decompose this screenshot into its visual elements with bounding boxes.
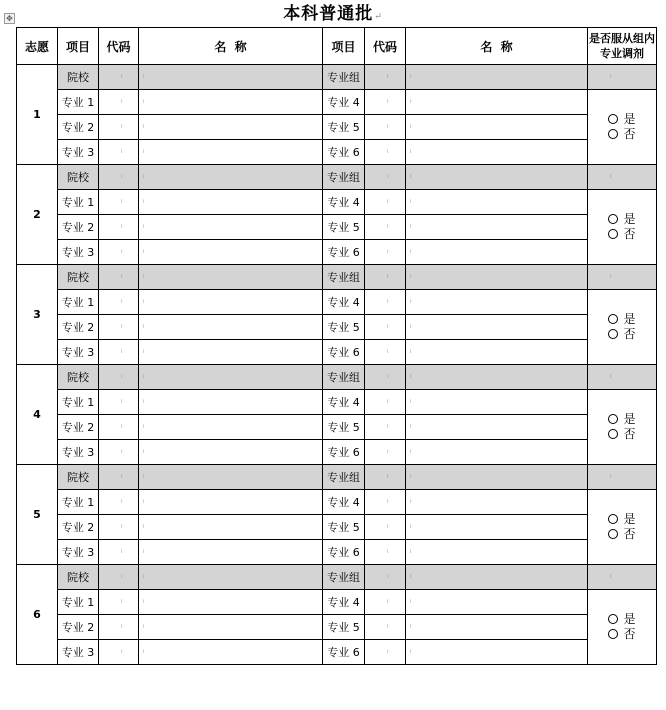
radio-circle-icon [608, 114, 618, 124]
code-input[interactable] [99, 640, 139, 665]
code-input[interactable] [99, 265, 139, 290]
adjust-yes-label: 是 [623, 112, 636, 126]
volunteer-major-row [17, 315, 657, 340]
name-input[interactable] [406, 90, 588, 115]
row-label-group: 专业组 [323, 465, 365, 490]
volunteer-number: 5 [17, 465, 58, 565]
code-input[interactable] [365, 615, 406, 640]
code-input[interactable] [99, 165, 139, 190]
row-label-group: 专业组 [323, 365, 365, 390]
row-label-major3: 专业 3 [58, 240, 99, 265]
name-input[interactable] [139, 490, 323, 515]
adjust-no-label: 否 [623, 627, 636, 641]
volunteer-school-row [17, 265, 657, 290]
code-input[interactable] [365, 490, 406, 515]
row-label-major1: 专业 1 [58, 490, 99, 515]
row-label-group: 专业组 [323, 565, 365, 590]
row-label-major4: 专业 4 [323, 390, 365, 415]
radio-circle-icon [608, 214, 618, 224]
code-input[interactable] [365, 265, 406, 290]
code-input[interactable] [99, 140, 139, 165]
adjust-yes-radio[interactable] [588, 212, 656, 227]
adjust-yes-label: 是 [623, 512, 636, 526]
name-input[interactable] [139, 390, 323, 415]
name-input[interactable] [139, 540, 323, 565]
header-name-2: 名 称 [406, 28, 588, 65]
code-input[interactable] [365, 90, 406, 115]
code-input[interactable] [99, 415, 139, 440]
volunteer-major-row [17, 640, 657, 665]
volunteer-major-row [17, 540, 657, 565]
name-input[interactable] [406, 365, 588, 390]
name-input[interactable] [406, 590, 588, 615]
row-label-major4: 专业 4 [323, 90, 365, 115]
row-label-school: 院校 [58, 365, 99, 390]
name-input[interactable] [139, 440, 323, 465]
code-input[interactable] [99, 615, 139, 640]
adjust-yes-radio[interactable] [588, 312, 656, 327]
code-input[interactable] [99, 465, 139, 490]
header-volunteer: 志愿 [17, 28, 58, 65]
code-input[interactable] [365, 515, 406, 540]
row-label-major2: 专业 2 [58, 215, 99, 240]
adjust-no-radio[interactable] [588, 427, 656, 442]
adjust-yes-label: 是 [623, 312, 636, 326]
adjust-yes-label: 是 [623, 412, 636, 426]
row-label-major3: 专业 3 [58, 440, 99, 465]
adjust-no-radio[interactable] [588, 527, 656, 542]
name-input[interactable] [139, 140, 323, 165]
radio-circle-icon [608, 529, 618, 539]
code-input[interactable] [99, 515, 139, 540]
volunteer-number: 2 [17, 165, 58, 265]
row-label-major5: 专业 5 [323, 415, 365, 440]
code-input[interactable] [99, 115, 139, 140]
name-input[interactable] [139, 115, 323, 140]
row-label-school: 院校 [58, 65, 99, 90]
adjust-header-cell [588, 565, 657, 590]
volunteer-major-row [17, 615, 657, 640]
code-input[interactable] [365, 565, 406, 590]
code-input[interactable] [99, 390, 139, 415]
row-label-major3: 专业 3 [58, 540, 99, 565]
adjust-choice [588, 190, 657, 265]
volunteer-form-table [16, 27, 657, 665]
name-input[interactable] [406, 515, 588, 540]
code-input[interactable] [365, 240, 406, 265]
name-input[interactable] [406, 465, 588, 490]
code-input[interactable] [99, 290, 139, 315]
table-move-handle-icon[interactable]: ✥ [4, 13, 15, 24]
adjust-no-label: 否 [623, 427, 636, 441]
volunteer-number: 1 [17, 65, 58, 165]
name-input[interactable] [139, 65, 323, 90]
adjust-yes-label: 是 [623, 612, 636, 626]
adjust-header-cell [588, 365, 657, 390]
row-label-major2: 专业 2 [58, 115, 99, 140]
header-name: 名 称 [139, 28, 323, 65]
adjust-yes-radio[interactable] [588, 112, 656, 127]
form-body [17, 65, 657, 665]
name-input[interactable] [139, 315, 323, 340]
volunteer-major-row [17, 515, 657, 540]
volunteer-major-row [17, 415, 657, 440]
code-input[interactable] [99, 340, 139, 365]
code-input[interactable] [365, 65, 406, 90]
adjust-choice [588, 590, 657, 665]
name-input[interactable] [139, 290, 323, 315]
name-input[interactable] [406, 190, 588, 215]
code-input[interactable] [99, 440, 139, 465]
code-input[interactable] [365, 190, 406, 215]
volunteer-number: 3 [17, 265, 58, 365]
name-input[interactable] [139, 215, 323, 240]
adjust-header-cell [588, 265, 657, 290]
adjust-no-radio[interactable] [588, 127, 656, 142]
adjust-yes-label: 是 [623, 212, 636, 226]
name-input[interactable] [139, 265, 323, 290]
row-label-major6: 专业 6 [323, 140, 365, 165]
adjust-no-label: 否 [623, 127, 636, 141]
header-item: 项目 [58, 28, 99, 65]
adjust-header-cell [588, 65, 657, 90]
name-input[interactable] [406, 440, 588, 465]
radio-circle-icon [608, 329, 618, 339]
volunteer-major-row [17, 340, 657, 365]
adjust-choice [588, 90, 657, 165]
radio-circle-icon [608, 614, 618, 624]
name-input[interactable] [139, 240, 323, 265]
code-input[interactable] [99, 490, 139, 515]
row-label-major2: 专业 2 [58, 415, 99, 440]
row-label-major1: 专业 1 [58, 390, 99, 415]
name-input[interactable] [139, 90, 323, 115]
volunteer-major-row [17, 140, 657, 165]
name-input[interactable] [406, 240, 588, 265]
name-input[interactable] [406, 540, 588, 565]
radio-circle-icon [608, 229, 618, 239]
code-input[interactable] [99, 65, 139, 90]
code-input[interactable] [365, 215, 406, 240]
adjust-yes-radio[interactable] [588, 612, 656, 627]
row-label-major3: 专业 3 [58, 140, 99, 165]
code-input[interactable] [365, 415, 406, 440]
volunteer-school-row [17, 165, 657, 190]
code-input[interactable] [365, 165, 406, 190]
adjust-yes-radio[interactable] [588, 412, 656, 427]
radio-circle-icon [608, 314, 618, 324]
row-label-major1: 专业 1 [58, 190, 99, 215]
code-input[interactable] [99, 565, 139, 590]
adjust-header-cell [588, 165, 657, 190]
row-label-group: 专业组 [323, 265, 365, 290]
name-input[interactable] [139, 590, 323, 615]
code-input[interactable] [365, 440, 406, 465]
row-label-major6: 专业 6 [323, 240, 365, 265]
adjust-choice [588, 490, 657, 565]
row-label-major5: 专业 5 [323, 115, 365, 140]
row-label-major1: 专业 1 [58, 90, 99, 115]
volunteer-major-row [17, 390, 657, 415]
radio-circle-icon [608, 414, 618, 424]
header-item-2: 项目 [323, 28, 365, 65]
code-input[interactable] [99, 90, 139, 115]
volunteer-number: 6 [17, 565, 58, 665]
adjust-yes-radio[interactable] [588, 512, 656, 527]
row-label-group: 专业组 [323, 165, 365, 190]
row-label-major1: 专业 1 [58, 290, 99, 315]
row-label-group: 专业组 [323, 65, 365, 90]
name-input[interactable] [406, 315, 588, 340]
adjust-choice [588, 390, 657, 465]
code-input[interactable] [365, 390, 406, 415]
volunteer-major-row [17, 90, 657, 115]
adjust-no-radio[interactable] [588, 627, 656, 642]
name-input[interactable] [406, 415, 588, 440]
row-label-major4: 专业 4 [323, 190, 365, 215]
row-label-school: 院校 [58, 465, 99, 490]
row-label-major2: 专业 2 [58, 315, 99, 340]
radio-circle-icon [608, 514, 618, 524]
page-title-text: 本科普通批 [283, 4, 374, 24]
code-input[interactable] [365, 640, 406, 665]
row-label-major6: 专业 6 [323, 540, 365, 565]
row-label-school: 院校 [58, 265, 99, 290]
name-input[interactable] [139, 465, 323, 490]
adjust-no-label: 否 [623, 227, 636, 241]
code-input[interactable] [365, 465, 406, 490]
name-input[interactable] [139, 165, 323, 190]
name-input[interactable] [406, 390, 588, 415]
volunteer-major-row [17, 240, 657, 265]
row-label-school: 院校 [58, 565, 99, 590]
adjust-no-label: 否 [623, 527, 636, 541]
code-input[interactable] [99, 190, 139, 215]
row-label-school: 院校 [58, 165, 99, 190]
name-input[interactable] [406, 165, 588, 190]
row-label-major5: 专业 5 [323, 215, 365, 240]
name-input[interactable] [406, 640, 588, 665]
adjust-no-radio[interactable] [588, 227, 656, 242]
row-label-major5: 专业 5 [323, 315, 365, 340]
paragraph-mark-icon: ↵ [374, 12, 383, 22]
volunteer-school-row [17, 465, 657, 490]
header-row [17, 28, 657, 65]
volunteer-school-row [17, 65, 657, 90]
volunteer-number: 4 [17, 365, 58, 465]
name-input[interactable] [139, 565, 323, 590]
code-input[interactable] [365, 290, 406, 315]
volunteer-major-row [17, 590, 657, 615]
name-input[interactable] [406, 65, 588, 90]
header-adjust: 是否服从组内专业调剂 [588, 28, 657, 65]
code-input[interactable] [99, 590, 139, 615]
code-input[interactable] [365, 340, 406, 365]
row-label-major5: 专业 5 [323, 515, 365, 540]
volunteer-school-row [17, 365, 657, 390]
name-input[interactable] [406, 565, 588, 590]
volunteer-school-row [17, 565, 657, 590]
header-code-2: 代码 [365, 28, 406, 65]
row-label-major6: 专业 6 [323, 440, 365, 465]
name-input[interactable] [139, 365, 323, 390]
row-label-major4: 专业 4 [323, 590, 365, 615]
code-input[interactable] [365, 140, 406, 165]
volunteer-major-row [17, 215, 657, 240]
name-input[interactable] [139, 190, 323, 215]
header-code: 代码 [99, 28, 139, 65]
name-input[interactable] [406, 490, 588, 515]
name-input[interactable] [406, 265, 588, 290]
code-input[interactable] [365, 115, 406, 140]
name-input[interactable] [406, 340, 588, 365]
adjust-no-radio[interactable] [588, 327, 656, 342]
radio-circle-icon [608, 429, 618, 439]
adjust-no-label: 否 [623, 327, 636, 341]
volunteer-major-row [17, 440, 657, 465]
row-label-major3: 专业 3 [58, 340, 99, 365]
code-input[interactable] [99, 315, 139, 340]
name-input[interactable] [139, 515, 323, 540]
adjust-choice [588, 290, 657, 365]
row-label-major6: 专业 6 [323, 640, 365, 665]
row-label-major4: 专业 4 [323, 290, 365, 315]
code-input[interactable] [365, 315, 406, 340]
code-input[interactable] [365, 365, 406, 390]
row-label-major4: 专业 4 [323, 490, 365, 515]
row-label-major3: 专业 3 [58, 640, 99, 665]
row-label-major6: 专业 6 [323, 340, 365, 365]
name-input[interactable] [139, 340, 323, 365]
code-input[interactable] [99, 540, 139, 565]
name-input[interactable] [406, 115, 588, 140]
row-label-major5: 专业 5 [323, 615, 365, 640]
adjust-header-cell [588, 465, 657, 490]
row-label-major2: 专业 2 [58, 515, 99, 540]
name-input[interactable] [139, 615, 323, 640]
radio-circle-icon [608, 129, 618, 139]
radio-circle-icon [608, 629, 618, 639]
name-input[interactable] [406, 215, 588, 240]
code-input[interactable] [99, 240, 139, 265]
name-input[interactable] [139, 640, 323, 665]
volunteer-major-row [17, 490, 657, 515]
page-title [0, 1, 666, 27]
row-label-major1: 专业 1 [58, 590, 99, 615]
row-label-major2: 专业 2 [58, 615, 99, 640]
code-input[interactable] [99, 215, 139, 240]
volunteer-major-row [17, 115, 657, 140]
code-input[interactable] [365, 540, 406, 565]
name-input[interactable] [406, 140, 588, 165]
name-input[interactable] [406, 615, 588, 640]
volunteer-major-row [17, 190, 657, 215]
name-input[interactable] [406, 290, 588, 315]
code-input[interactable] [99, 365, 139, 390]
code-input[interactable] [365, 590, 406, 615]
volunteer-major-row [17, 290, 657, 315]
name-input[interactable] [139, 415, 323, 440]
